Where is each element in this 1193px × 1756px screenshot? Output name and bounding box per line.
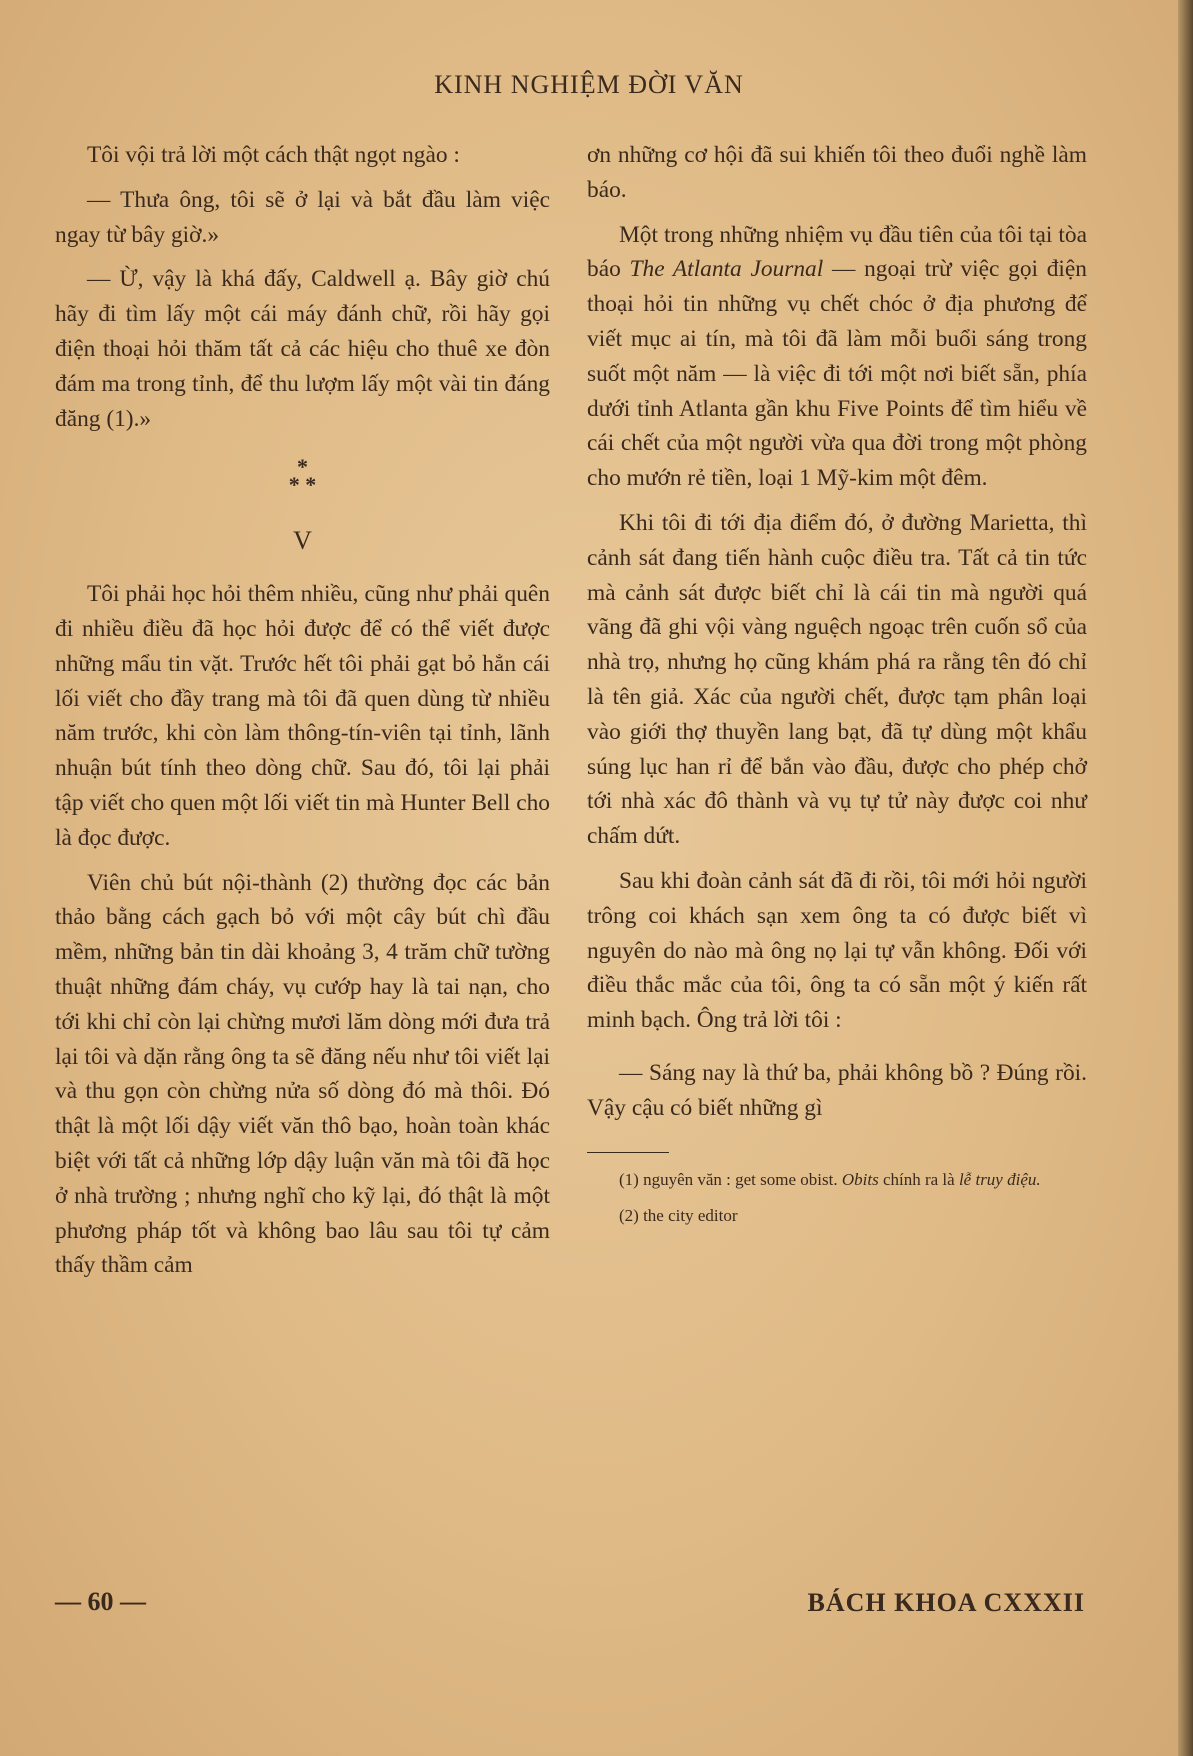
footnote-1: [587, 1167, 1087, 1193]
paragraph: — Thưa ông, tôi sẽ ở lại và bắt đầu làm việc ngay từ bây giờ.»: [55, 186, 550, 248]
page-edge: [1178, 0, 1193, 1756]
footnote-italic: lễ truy điệu.: [958, 1169, 1041, 1189]
asterism: [55, 454, 550, 498]
footnote-text: (1) nguyên văn : get some obist.: [619, 1169, 842, 1189]
paragraph: [587, 218, 1087, 496]
paragraph: — Ừ, vậy là khá đấy, Caldwell ạ. Bây giờ chú hãy đi tìm lấy một cái máy đánh chữ, rồi hãy gọi điện thoại hỏi thăm tất cả các hiệu cho thuê xe đòn đám ma trong tỉnh, để thu lượm lấy một vài tin đáng đăng (1).»: [55, 266, 550, 432]
paragraph: Sau khi đoàn cảnh sát đã đi rồi, tôi mới hỏi người trông coi khách sạn xem ông ta có được biết vì nguyên do nào mà ông nọ lại tự vẫn không. Đối với điều thắc mắc của tôi, ông ta có sẵn một ý kiến rất minh bạch. Ông trả lời tôi :: [587, 867, 1087, 1034]
publication-name: BÁCH KHOA CXXXII: [807, 1588, 1085, 1617]
paragraph: — Sáng nay là thứ ba, phải không bồ ? Đúng rồi. Vậy cậu có biết những gì: [587, 1059, 1087, 1121]
paragraph: Tôi phải học hỏi thêm nhiều, cũng như phải quên đi nhiều điều đã học hỏi được để có thể viết được những mẩu tin vặt. Trước hết tôi phải gạt bỏ hẳn cái lối viết cho đầy trang mà tôi đã quen dùng từ nhiều năm trước, khi còn làm thông-tín-viên tại tỉnh, lãnh nhuận bút tính theo dòng chữ. Sau đó, tôi lại phải tập viết cho quen một lối viết tin mà Hunter Bell cho là đọc được.: [55, 581, 550, 851]
asterism-top: *: [297, 454, 308, 480]
running-head: KINH NGHIỆM ĐỜI VĂN: [434, 70, 744, 99]
paragraph: Tôi vội trả lời một cách thật ngọt ngào :: [87, 142, 460, 168]
paragraph: Khi tôi đi tới địa điểm đó, ở đường Marietta, thì cảnh sát đang tiến hành cuộc điều tra. Tất cả tin tức mà cảnh sát được biết chỉ là cái tin mà người quá vãng đã ghi vội vàng nguệch ngoạc trên cuốn sổ của nhà trọ, nhưng họ cũng khám phá ra rằng tên đó chỉ là tên giả. Xác của người chết, được tạm phân loại vào giới thợ thuyền lang bạt, đã tự dùng một khẩu súng lục han rỉ để bắn vào đầu, được cho phép chở tới nhà xác đô thành và vụ tự tử này được coi như chấm dứt.: [587, 509, 1087, 850]
page-number: — 60 —: [55, 1587, 146, 1616]
left-column: [55, 138, 550, 1293]
footnote-italic: Obits: [841, 1169, 879, 1189]
text-run: — ngoại trừ việc gọi điện thoại hỏi tin những vụ chết chóc ở địa phương để viết mục ai tín, mà tôi đã làm mỗi buổi sáng trong suốt một năm — là việc đi tới một nơi biết sẵn, phía dưới tỉnh Atlanta gần khu Five Points để tìm hiểu về cái chết của một người vừa qua đời trong một phòng cho mướn rẻ tiền, loại 1 Mỹ-kim một đêm.: [587, 256, 1088, 492]
footnote-text: chính ra là: [878, 1169, 959, 1189]
footnote-2: (2) the city editor: [619, 1205, 738, 1225]
newspaper-title: The Atlanta Journal: [629, 256, 824, 283]
section-number: V: [293, 526, 312, 556]
paragraph: ơn những cơ hội đã sui khiến tôi theo đuổi nghề làm báo.: [587, 142, 1087, 203]
asterism-bottom: * *: [288, 472, 317, 498]
right-column: [587, 138, 1087, 1239]
footnote-rule: [587, 1152, 669, 1153]
paragraph: Viên chủ bút nội-thành (2) thường đọc các bản thảo bằng cách gạch bỏ với một cây bút chì đầu mềm, những bản tin dài khoảng 3, 4 trăm chữ tường thuật những đám cháy, vụ cướp hay là tai nạn, cho tới khi chỉ còn lại chừng mươi lăm dòng mới đưa trả lại tôi và dặn rằng ông ta sẽ đăng nếu như tôi viết lại và thu gọn còn chừng nửa số dòng đó mà thôi. Đó thật là một lối dậy viết văn thô bạo, hoàn toàn khác biệt với tất cả những lớp dậy luận văn mà tôi đã học ở nhà trường ; nhưng nghĩ cho kỹ lại, đó thật là một phương pháp tốt và không bao lâu sau tôi tự cảm thấy thầm cảm: [55, 869, 550, 1279]
text-run: Một trong những nhiệm vụ đầu tiên của tôi tại tòa báo: [587, 221, 1087, 283]
